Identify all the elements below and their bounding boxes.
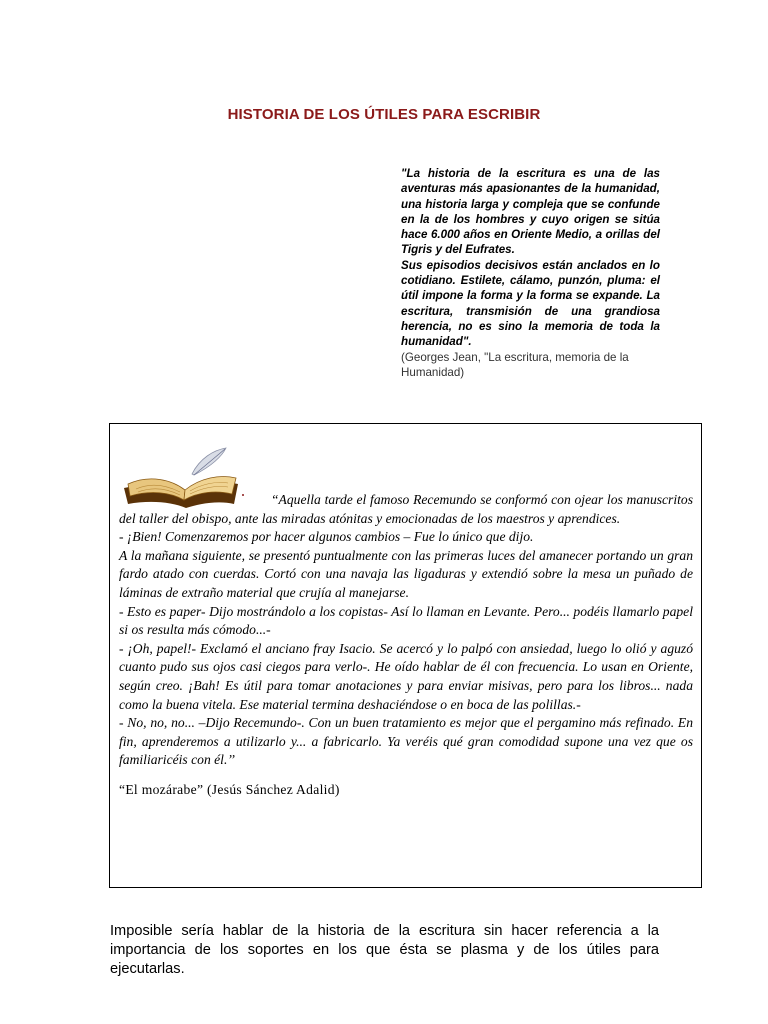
excerpt-paragraph: “Aquella tarde el famoso Recemundo se conformó con ojear los manuscritos del taller del obispo, ante las miradas atónitas y emocionadas de los maestros y aprendices. — [119, 492, 693, 526]
excerpt-paragraph: - No, no, no... –Dijo Recemundo-. Con un buen tratamiento es mejor que el pergamino más refinado. En fin, aprenderemos a utilizarlo y... a fabricarlo. Ya veréis qué gran comodidad supone una vez que os familiaricéis con él.’’ — [119, 715, 693, 768]
excerpt-paragraph: - Esto es paper- Dijo mostrándolo a los copistas- Así lo llaman en Levante. Pero... podéis llamarlo papel si os resulta más cómodo...- — [119, 603, 693, 638]
novel-excerpt-box — [109, 423, 702, 888]
epigraph-paragraph-1: "La historia de la escritura es una de las aventuras más apasionantes de la humanidad, una historia larga y compleja que se confunde en la de los hombres y cuyo origen se sitúa hace 6.000 años en Oriente Medio, a orillas del Tigris y del Eufrates. — [401, 167, 660, 257]
excerpt-attribution: “El mozárabe” (Jesús Sánchez Adalid) — [119, 781, 340, 797]
excerpt-paragraph: A la mañana siguiente, se presentó puntualmente con las primeras luces del amanecer portando un gran fardo atado con cuerdas. Cortó con una navaja las ligaduras y extendió sobre la mesa un puñado de láminas de extraño material que crujía al manejarse. — [119, 547, 693, 600]
page-title: HISTORIA DE LOS ÚTILES PARA ESCRIBIR — [227, 106, 541, 123]
epigraph-paragraph-2: Sus episodios decisivos están anclados en lo cotidiano. Estilete, cálamo, punzón, pluma: el útil impone la forma y la forma se expande. La escritura, transmisión de una grandiosa herencia, no es sino la memoria de toda la humanidad". — [401, 258, 660, 349]
epigraph-quote — [401, 166, 660, 380]
excerpt-text — [119, 491, 693, 800]
excerpt-paragraph: - ¡Bien! Comenzaremos por hacer algunos cambios – Fue lo único que dijo. — [119, 529, 534, 545]
excerpt-paragraph: - ¡Oh, papel!- Exclamó el anciano fray Isacio. Se acercó y lo palpó con ansiedad, luego lo olió y aguzó cuanto pudo sus ojos casi ciegos para verlo-. He oído hablar de él con frecuencia. Lo usan en Oriente, según creo. ¡Bah! Es útil para tomar anotaciones y para enviar misivas, pero para los libros... nada como la buena vitela. Ese material termina deshaciéndose o en boca de las polillas.- — [119, 640, 693, 712]
intro-paragraph: Imposible sería hablar de la historia de la escritura sin hacer referencia a la importancia de los soportes en los que ésta se plasma y de los útiles para ejecutarlas. — [110, 923, 659, 977]
epigraph-source: (Georges Jean, "La escritura, memoria de la Humanidad) — [401, 350, 629, 379]
